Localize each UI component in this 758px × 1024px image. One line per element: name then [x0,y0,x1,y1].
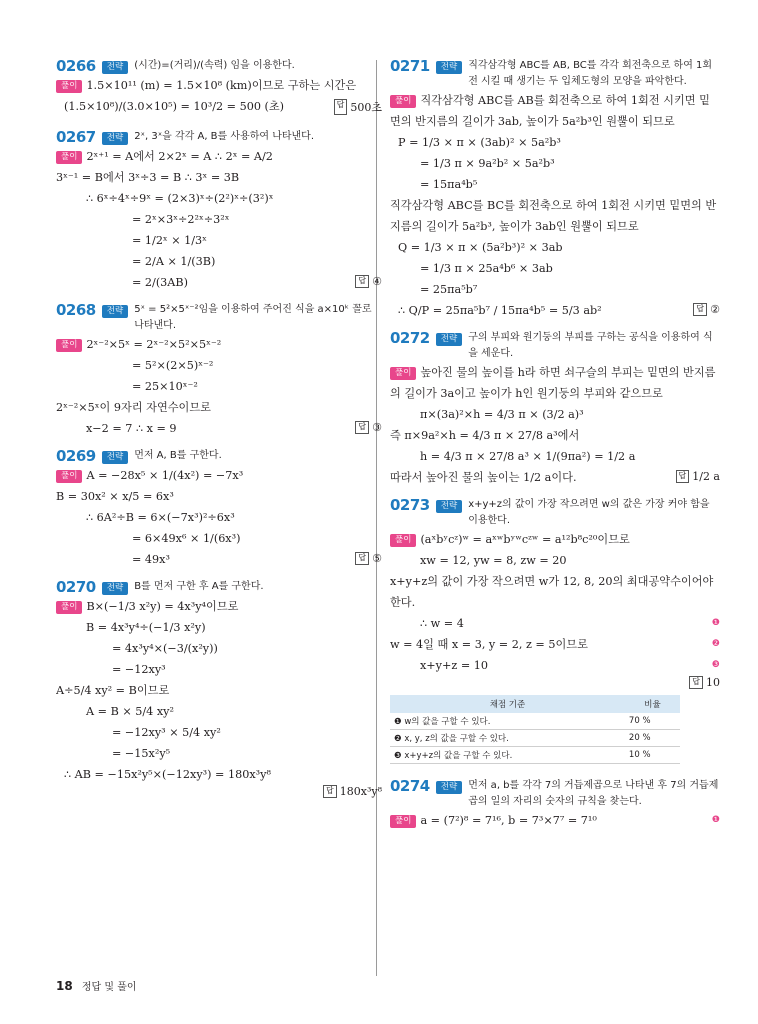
solution-line: (aˣbʸcᶻ)ʷ = aˣʷbʸʷcᶻʷ = a¹²b⁸c²⁰이므로 [420,533,630,546]
step-mark: ❷ [711,639,720,649]
strategy-tag: 전략 [102,305,128,318]
strategy-tag: 전략 [436,500,462,513]
solution-line: (1.5×10⁸)/(3.0×10⁵) = 10³/2 = 500 (초) [64,100,285,113]
solution-tag: 풀이 [56,601,82,614]
solution-line: x−2 = 7 ∴ x = 9 [86,422,177,435]
solution-line: = 15πa⁴b⁵ [420,178,478,191]
table-row: ❷ x, y, z의 값을 구할 수 있다. 20 % [390,730,680,747]
solution-line: A = −28x⁵ × 1/(4x²) = −7x³ [86,469,244,482]
solution-line: = 6×49x⁶ × 1/(6x³) [132,532,241,545]
answer: 답 ③ [56,421,382,434]
solution-line: B = 30x² × x/5 = 6x³ [56,490,174,503]
strategy-tag: 전략 [436,333,462,346]
strategy-text: B를 먼저 구한 후 A를 구한다. [134,581,264,592]
step-mark: ❶ [711,815,720,825]
solution-line: = −12xy³ × 5/4 xy² [112,726,221,739]
solution-line: 3ˣ⁻¹ = B에서 3ˣ÷3 = B ∴ 3ˣ = 3B [56,171,240,184]
solution-line: 따라서 높아진 물의 높이는 1/2 a이다. [390,471,577,484]
solution-line: 2ˣ⁻²×5ˣ이 9자리 자연수이므로 [56,401,211,414]
solution-line: ∴ 6ˣ÷4ˣ÷9ˣ = (2×3)ˣ÷(2²)ˣ÷(3²)ˣ [86,192,274,205]
strategy-text: 직각삼각형 ABC를 AB, BC를 각각 회전축으로 하여 1회전 시킬 때 생기는 두 입체도형의 모양을 파악한다. [468,60,713,87]
solution-tag: 풀이 [56,470,82,483]
strategy-tag: 전략 [102,132,128,145]
answer: 답 ② [390,303,720,316]
solution-line: x+y+z의 값이 가장 작으려면 w가 12, 8, 20의 최대공약수이어야 한다. [390,575,714,609]
problem-number: 0266 [56,57,96,75]
solution-line: xw = 12, yw = 8, zw = 20 [420,554,567,567]
solution-line: = 2/(3AB) [132,276,188,289]
solution-tag: 풀이 [390,815,416,828]
answer: 답 500초 [56,99,382,115]
solution-line: 1.5×10¹¹ (m) = 1.5×10⁸ (km)이므로 구하는 시간은 [86,79,357,92]
solution-line: = −15x²y⁵ [112,747,171,760]
strategy-tag: 전략 [436,61,462,74]
page-number: 18 [56,979,73,993]
problem-0271 [390,58,720,316]
answer-mark: 답 [689,676,703,689]
solution-tag: 풀이 [390,367,416,380]
step-mark: ❶ [711,618,720,628]
step-mark: ❸ [711,660,720,670]
answer-mark: 답 [323,785,337,798]
strategy-text: 5ˣ = 5²×5ˣ⁻²임을 이용하여 주어진 식을 a×10ᵏ 꼴로 나타낸다. [134,304,372,331]
solution-line: a = (7²)⁸ = 7¹⁶, b = 7³×7⁷ = 7¹⁰ [420,814,597,827]
footer-label: 정답 및 풀이 [81,982,137,993]
answer-mark: 답 [334,99,348,115]
ratio-header: 비율 [625,695,680,713]
solution-line: A÷5/4 xy² = B이므로 [56,684,170,697]
problem-0272 [390,330,720,483]
solution-line: 직각삼각형 ABC를 AB를 회전축으로 하여 1회전 시키면 밑면의 반지름의 길이가 3ab, 높이가 5a²b³인 원뿔이 되므로 [390,94,710,128]
solution-line: A = B × 5/4 xy² [86,705,174,718]
problem-0269 [56,448,382,565]
answer-mark: 답 [693,303,707,316]
solution-line: = 2/A × 1/(3B) [132,255,216,268]
solution-line: Q = 1/3 × π × (5a²b³)² × 3ab [398,241,563,254]
strategy-text: 먼저 A, B를 구한다. [134,450,222,461]
solution-line: 2ˣ⁺¹ = A에서 2×2ˣ = A ∴ 2ˣ = A/2 [86,150,273,163]
solution-line: π×(3a)²×h = 4/3 π × (3/2 a)³ [420,408,584,421]
solution-line: w = 4일 때 x = 3, y = 2, z = 5이므로 [390,638,588,651]
table-row: ❶ w의 값을 구할 수 있다. 70 % [390,713,680,730]
answer-mark: 답 [355,275,369,288]
problem-number: 0274 [390,777,430,795]
answer: 답 10 [390,676,720,689]
solution-line: ∴ 6A²÷B = 6×(−7x³)²÷6x³ [86,511,235,524]
solution-tag: 풀이 [390,95,416,108]
answer: 답 180x³y⁸ [56,785,382,798]
solution-line: 직각삼각형 ABC를 BC를 회전축으로 하여 1회전 시키면 밑면의 반지름의 길이가 5a²b³, 높이가 3ab인 원뿔이 되므로 [390,199,717,233]
problem-number: 0272 [390,329,430,347]
problem-number: 0267 [56,128,96,146]
solution-line: = 1/3 π × 25a⁴b⁶ × 3ab [420,262,553,275]
solution-tag: 풀이 [390,534,416,547]
solution-tag: 풀이 [56,339,82,352]
solution-line: 높아진 물의 높이를 h라 하면 쇠구슬의 부피는 밑면의 반지름의 길이가 3a이고 높이가 h인 원기둥의 부피와 같으므로 [390,366,716,400]
strategy-tag: 전략 [102,61,128,74]
solution-line: = 25×10ˣ⁻² [132,380,198,393]
problem-0270 [56,579,382,798]
strategy-tag: 전략 [436,781,462,794]
scoring-criteria-table [390,695,680,764]
answer-mark: 답 [355,421,369,434]
table-row: ❸ x+y+z의 값을 구할 수 있다. 10 % [390,747,680,764]
solution-line: B = 4x³y⁴÷(−1/3 x²y) [86,621,206,634]
solution-line: = 25πa⁵b⁷ [420,283,478,296]
criteria-header: 채점 기준 [390,695,625,713]
problem-number: 0269 [56,447,96,465]
strategy-tag: 전략 [102,582,128,595]
solution-line: = −12xy³ [112,663,166,676]
solution-tag: 풀이 [56,151,82,164]
problem-0268 [56,302,382,434]
solution-line: x+y+z = 10 [420,659,488,672]
right-column [390,58,720,845]
solution-line: 2ˣ⁻²×5ˣ = 2ˣ⁻²×5²×5ˣ⁻² [86,338,222,351]
strategy-text: 구의 부피와 원기둥의 부피를 구하는 공식을 이용하여 식을 세운다. [468,332,713,359]
answer-mark: 답 [355,552,369,565]
solution-line: = 1/3 π × 9a²b² × 5a²b³ [420,157,555,170]
problem-0266 [56,58,382,115]
strategy-tag: 전략 [102,451,128,464]
solution-line: 즉 π×9a²×h = 4/3 π × 27/8 a³에서 [390,429,580,442]
solution-line: = 1/2ˣ × 1/3ˣ [132,234,207,247]
page-footer [56,978,137,993]
strategy-text: 먼저 a, b를 각각 7의 거듭제곱으로 나타낸 후 7의 거듭제곱의 일의 자리의 숫자의 규칙을 찾는다. [468,780,719,807]
problem-number: 0270 [56,578,96,596]
problem-number: 0273 [390,496,430,514]
answer-mark: 답 [676,470,690,483]
solution-line: = 2ˣ×3ˣ÷2²ˣ÷3²ˣ [132,213,230,226]
problem-number: 0271 [390,57,430,75]
problem-0273 [390,497,720,764]
solution-line: P = 1/3 × π × (3ab)² × 5a²b³ [398,136,561,149]
problem-0267 [56,129,382,288]
solution-line: = 5²×(2×5)ˣ⁻² [132,359,214,372]
solution-line: ∴ AB = −15x²y⁵×(−12xy³) = 180x³y⁸ [64,768,271,781]
problem-number: 0268 [56,301,96,319]
strategy-text: 2ˣ, 3ˣ을 각각 A, B를 사용하여 나타낸다. [134,131,315,142]
solution-line: h = 4/3 π × 27/8 a³ × 1/(9πa²) = 1/2 a [420,450,636,463]
problem-0274 [390,778,720,831]
solution-line: = 49x³ [132,553,170,566]
left-column [56,58,382,812]
answer: 답 ⑤ [56,552,382,565]
strategy-text: (시간)=(거리)/(속력) 임을 이용한다. [134,60,295,71]
answer: 답 1/2 a [390,470,720,483]
solution-line: B×(−1/3 x²y) = 4x³y⁴이므로 [86,600,239,613]
solution-line: ∴ w = 4 [420,617,464,630]
solution-line: = 4x³y⁴×(−3/(x²y)) [112,642,218,655]
strategy-text: x+y+z의 값이 가장 작으려면 w의 값은 가장 커야 함을 이용한다. [468,499,710,526]
answer: 답 ④ [56,275,382,288]
solution-line: ∴ Q/P = 25πa⁵b⁷ / 15πa⁴b⁵ = 5/3 ab² [398,304,602,317]
solution-tag: 풀이 [56,80,82,93]
